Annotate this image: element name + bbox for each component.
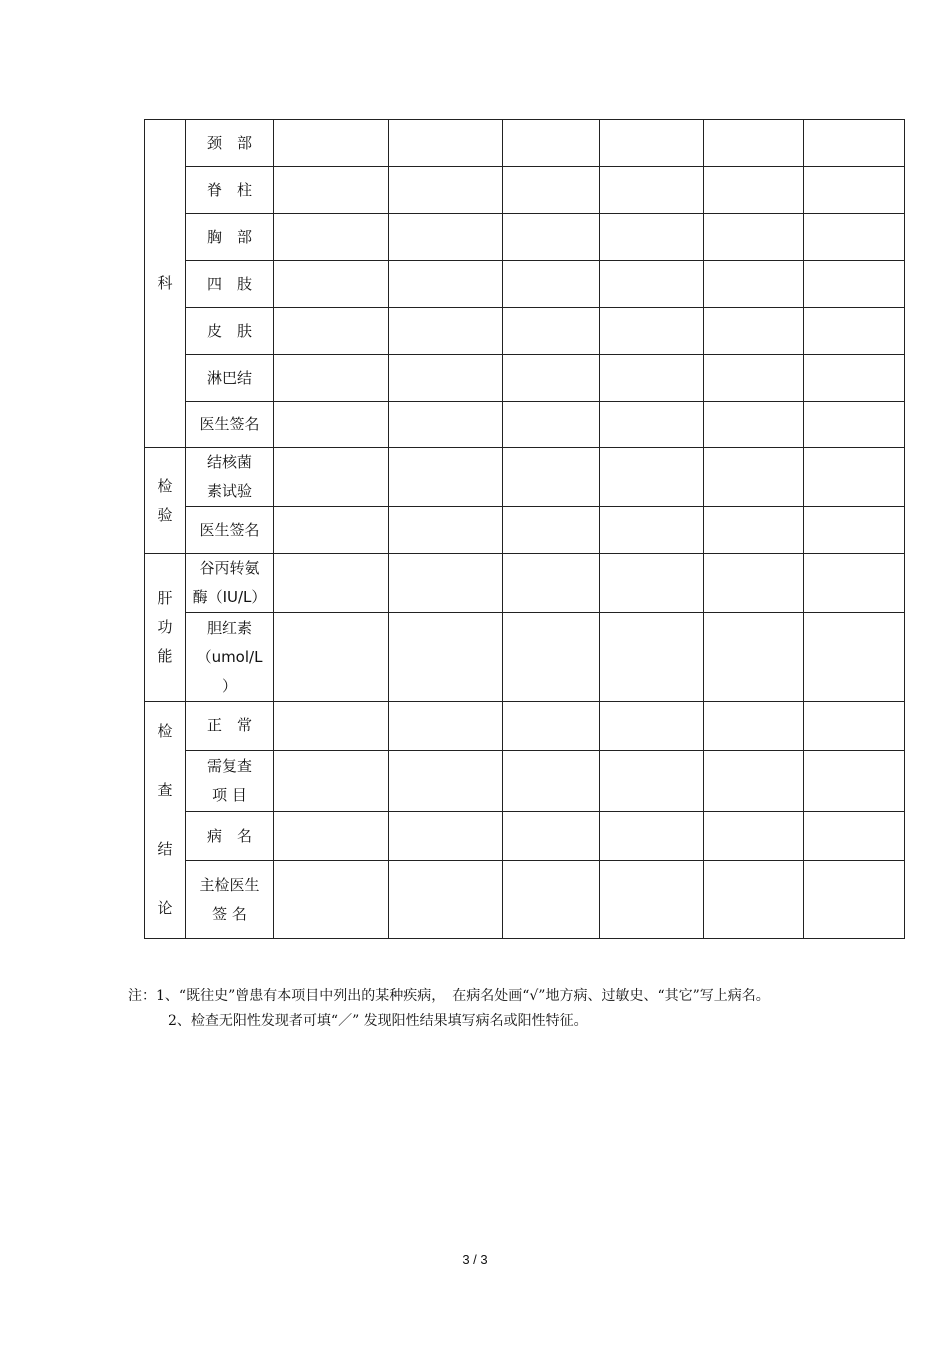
entry-cell[interactable] (600, 355, 704, 402)
entry-cell[interactable] (503, 308, 600, 355)
entry-cell[interactable] (704, 702, 804, 751)
entry-cell[interactable] (274, 308, 389, 355)
entry-cell[interactable] (389, 261, 503, 308)
item-label-line: 医生签名 (199, 520, 260, 539)
entry-cell[interactable] (274, 120, 389, 167)
table-row (145, 507, 905, 554)
table-row (145, 214, 905, 261)
section-label-line: 验 (157, 505, 173, 524)
table-row (145, 355, 905, 402)
entry-cell[interactable] (389, 613, 503, 702)
entry-cell[interactable] (600, 613, 704, 702)
entry-cell[interactable] (704, 355, 804, 402)
entry-cell[interactable] (704, 261, 804, 308)
item-label-line: 需复查 (206, 757, 252, 775)
section-label-line: 肝 (157, 589, 173, 607)
item-label-line: 素试验 (206, 482, 252, 500)
entry-cell[interactable] (704, 308, 804, 355)
table-row (145, 750, 905, 811)
entry-cell[interactable] (389, 167, 503, 214)
entry-cell[interactable] (804, 861, 905, 939)
table-row (145, 167, 905, 214)
table-row (145, 812, 905, 861)
section-label-line: 科 (157, 274, 173, 292)
entry-cell[interactable] (804, 214, 905, 261)
item-label (186, 448, 274, 507)
entry-cell[interactable] (804, 402, 905, 448)
entry-cell[interactable] (600, 214, 704, 261)
entry-cell[interactable] (704, 120, 804, 167)
entry-cell[interactable] (274, 167, 389, 214)
item-label-line: 签 名 (212, 904, 247, 923)
entry-cell[interactable] (389, 750, 503, 811)
entry-cell[interactable] (600, 750, 704, 811)
entry-cell[interactable] (274, 812, 389, 861)
entry-cell[interactable] (389, 402, 503, 448)
table-row (145, 261, 905, 308)
item-label (186, 402, 274, 448)
entry-cell[interactable] (274, 861, 389, 939)
entry-cell[interactable] (503, 812, 600, 861)
entry-cell[interactable] (274, 261, 389, 308)
item-label-line: 四 肢 (206, 274, 252, 293)
item-label-line: 淋巴结 (206, 368, 252, 387)
entry-cell[interactable] (274, 702, 389, 751)
item-label (186, 167, 274, 214)
section-label-line: 论 (157, 899, 173, 917)
item-label (186, 214, 274, 261)
entry-cell[interactable] (389, 812, 503, 861)
entry-cell[interactable] (503, 750, 600, 811)
entry-cell[interactable] (503, 554, 600, 613)
entry-cell[interactable] (274, 355, 389, 402)
entry-cell[interactable] (804, 355, 905, 402)
entry-cell[interactable] (503, 402, 600, 448)
entry-cell[interactable] (704, 861, 804, 939)
item-label-line: 颈 部 (206, 133, 252, 152)
entry-cell[interactable] (804, 167, 905, 214)
entry-cell[interactable] (503, 448, 600, 507)
entry-cell[interactable] (503, 261, 600, 308)
entry-cell[interactable] (804, 554, 905, 613)
entry-cell[interactable] (274, 214, 389, 261)
section-label (145, 702, 186, 939)
section-label-line: 结 (157, 840, 173, 858)
entry-cell[interactable] (704, 812, 804, 861)
item-label-line: ） (221, 676, 237, 695)
entry-cell[interactable] (804, 507, 905, 554)
entry-cell[interactable] (389, 448, 503, 507)
item-label (186, 702, 274, 751)
section-label-line: 检 (157, 722, 173, 740)
entry-cell[interactable] (704, 167, 804, 214)
entry-cell[interactable] (804, 750, 905, 811)
page-number: 3 / 3 (462, 1252, 488, 1267)
item-label (186, 355, 274, 402)
item-label-line: 谷丙转氨 (199, 559, 260, 577)
entry-cell[interactable] (704, 613, 804, 702)
item-label-line: 项 目 (212, 786, 247, 804)
section-label-line: 能 (157, 647, 173, 665)
entry-cell[interactable] (600, 812, 704, 861)
note-line-1: 注：1、“既往史”曾患有本项目中列出的某种疾病， 在病名处画“√”地方病、过敏史、“其它”写上病名。 (128, 988, 770, 1004)
section-label-line: 检 (157, 476, 173, 495)
entry-cell[interactable] (503, 214, 600, 261)
item-label-line: 主检医生 (199, 875, 260, 894)
table-row (145, 613, 905, 702)
entry-cell[interactable] (274, 448, 389, 507)
entry-cell[interactable] (274, 613, 389, 702)
entry-cell[interactable] (704, 554, 804, 613)
table-row (145, 308, 905, 355)
entry-cell[interactable] (600, 402, 704, 448)
entry-cell[interactable] (704, 448, 804, 507)
entry-cell[interactable] (600, 554, 704, 613)
item-label (186, 120, 274, 167)
item-label (186, 812, 274, 861)
entry-cell[interactable] (503, 167, 600, 214)
item-label-line: 胸 部 (206, 227, 252, 246)
table-row (145, 402, 905, 448)
item-label-line: 病 名 (206, 826, 252, 845)
entry-cell[interactable] (804, 812, 905, 861)
entry-cell[interactable] (600, 507, 704, 554)
table-row (145, 861, 905, 939)
entry-cell[interactable] (389, 308, 503, 355)
entry-cell[interactable] (804, 308, 905, 355)
entry-cell[interactable] (274, 402, 389, 448)
section-label (145, 448, 186, 554)
item-label-line: 皮 肤 (206, 321, 252, 340)
item-label-line: （umol/L (196, 647, 263, 666)
note-line-2: 2、检查无阳性发现者可填“／” 发现阳性结果填写病名或阳性特征。 (168, 1013, 588, 1029)
section-label (145, 120, 186, 448)
entry-cell[interactable] (804, 120, 905, 167)
entry-cell[interactable] (804, 448, 905, 507)
item-label (186, 750, 274, 811)
item-label (186, 308, 274, 355)
entry-cell[interactable] (389, 507, 503, 554)
section-label (145, 554, 186, 702)
entry-cell[interactable] (503, 613, 600, 702)
entry-cell[interactable] (503, 355, 600, 402)
entry-cell[interactable] (600, 261, 704, 308)
item-label (186, 613, 274, 702)
entry-cell[interactable] (804, 261, 905, 308)
item-label-line: 医生签名 (199, 415, 260, 433)
entry-cell[interactable] (600, 167, 704, 214)
item-label-line: 结核菌 (206, 453, 252, 471)
item-label-line: 脊 柱 (206, 180, 252, 199)
exam-form-table (144, 119, 905, 939)
entry-cell[interactable] (704, 750, 804, 811)
item-label (186, 861, 274, 939)
entry-cell[interactable] (389, 861, 503, 939)
entry-cell[interactable] (389, 355, 503, 402)
entry-cell[interactable] (600, 120, 704, 167)
entry-cell[interactable] (389, 554, 503, 613)
entry-cell[interactable] (389, 120, 503, 167)
entry-cell[interactable] (503, 861, 600, 939)
item-label (186, 554, 274, 613)
entry-cell[interactable] (600, 308, 704, 355)
entry-cell[interactable] (600, 448, 704, 507)
section-label-line: 查 (157, 781, 173, 799)
table-row (145, 448, 905, 507)
entry-cell[interactable] (389, 702, 503, 751)
entry-cell[interactable] (503, 702, 600, 751)
entry-cell[interactable] (804, 613, 905, 702)
entry-cell[interactable] (389, 214, 503, 261)
item-label-line: 酶（IU/L） (192, 588, 267, 606)
entry-cell[interactable] (503, 507, 600, 554)
entry-cell[interactable] (704, 402, 804, 448)
entry-cell[interactable] (600, 861, 704, 939)
entry-cell[interactable] (704, 214, 804, 261)
item-label-line: 胆红素 (206, 618, 252, 637)
table-row (145, 120, 905, 167)
entry-cell[interactable] (274, 507, 389, 554)
item-label (186, 261, 274, 308)
entry-cell[interactable] (274, 554, 389, 613)
entry-cell[interactable] (274, 750, 389, 811)
entry-cell[interactable] (600, 702, 704, 751)
table-row (145, 702, 905, 751)
section-label-line: 功 (157, 618, 173, 636)
entry-cell[interactable] (503, 120, 600, 167)
entry-cell[interactable] (804, 702, 905, 751)
item-label (186, 507, 274, 554)
entry-cell[interactable] (704, 507, 804, 554)
table-row (145, 554, 905, 613)
item-label-line: 正 常 (206, 716, 252, 735)
